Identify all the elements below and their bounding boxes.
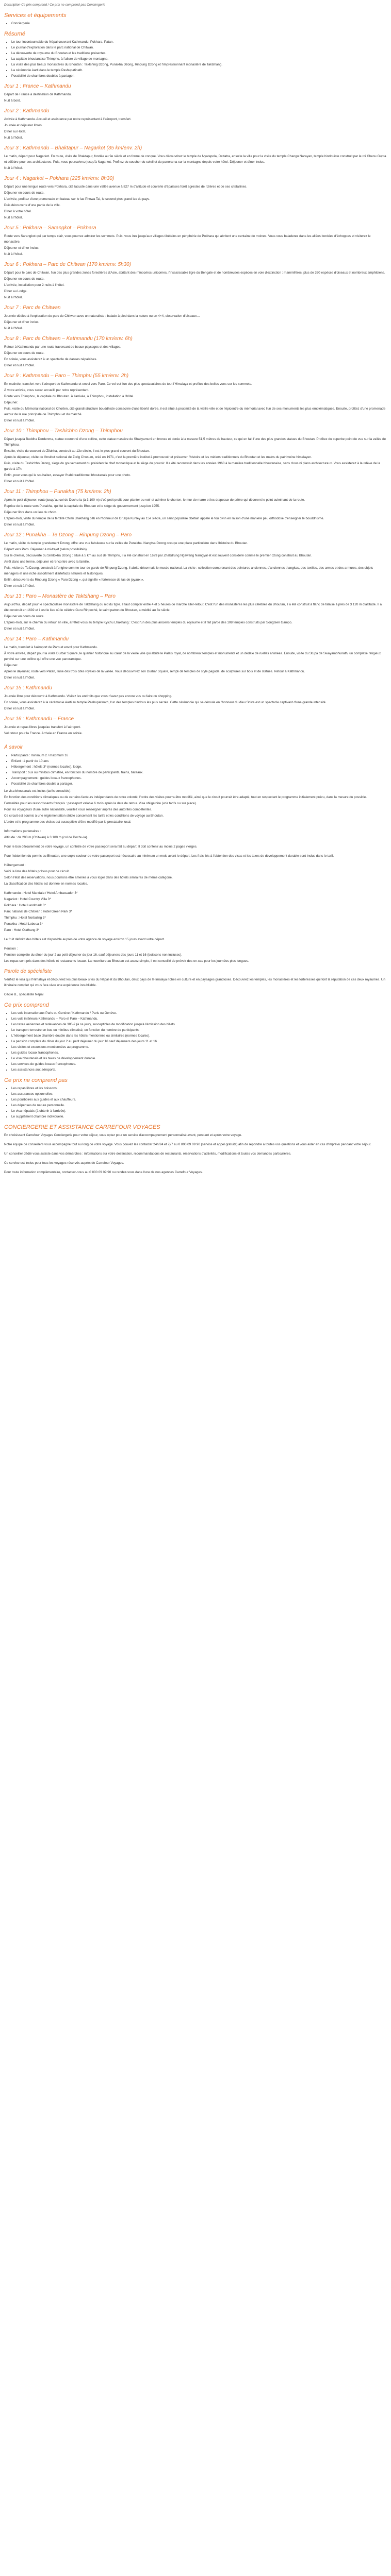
day-title: Jour 10 : Thimphou – Tashichho Dzong – Thimphou (4, 428, 123, 434)
hotel-line: Punakha : Hotel Lobesa 3* (4, 922, 43, 926)
day-text: L'après-midi, sur le chemin du retour en ville, arrêtez-vous au temple Kyichu Lhakhang : C'est l'un des plus anciens temples du royaume et il fait partie des 108 temples construits par Songtsen Gampo. (4, 621, 292, 624)
day-text: Journée et repas libres jusqu'au transfert à l'aéroport. (4, 725, 81, 729)
excludes-list (4, 1086, 387, 1120)
day-text: Départ pour une longue route vers Pokhara, cité lacuste dans une vallée avenue à 827 m d'altitude et couverte d'épaisses forêt agrestes de rizières et de ses cristallines. (4, 185, 248, 189)
savoir-text: Ce circuit est soumis à une réglementation stricte concernant les tarifs et les conditions de voyage au Bhoutan. (4, 814, 164, 818)
day-text: Nuit à l'hôtel. (4, 166, 23, 170)
day-text: Ensuite, visite du couvent de Zilukha, construit au 13e siècle, il est le plus grand couvent du Bhoutan. (4, 449, 150, 453)
day-title: Jour 16 : Kathmandu – France (4, 716, 74, 722)
day-text: Le matin, visite du temple grandement Dzong, offre une vue fabuleuse sur la vallée de Punakha. Nangtsa Dzong occupe une place particulière dans l'histoire du Bhoutan. (4, 541, 248, 545)
day-text: Arrivée à Kathmandu. Accueil et assistance par notre représentant à l'aéroport, transfert. (4, 117, 132, 121)
partenaires-title: Informations partenaires : (4, 829, 41, 833)
list-item: • Le supplément chambre individuelle. (11, 1114, 387, 1120)
day-text: Départ vers Paro. Déjeuner à mi-trajet (selon possibilités). (4, 548, 88, 551)
list-item: • La découverte de royaume du Bhoutan et les traditions présentes. (11, 50, 387, 56)
savoir-title: À savoir (4, 744, 23, 750)
day-text: Dîner et nuit à l'hôtel. (4, 523, 35, 527)
savoir-text: Formalités pour les ressortissants français : passeport valable 6 mois après la date de retour. Visa obligatoire (voir tarifs ou sur place). (4, 802, 197, 805)
day-text: Route vers Thimphou, la capitale du Bhoutan. À l'arrivée, à Thimphou, installation à l'hôtel. (4, 395, 135, 398)
list-item: • Les assistances aux aéroports. (11, 1067, 387, 1073)
day-title: Jour 9 : Kathmandu – Paro – Thimphu (55 km/env. 2h) (4, 373, 129, 379)
resume-list (4, 39, 387, 79)
day-text: Déjeuner en cours de route. (4, 351, 45, 355)
pension-text: Les repas sont pris dans des hôtels et restaurants locaux. La nourriture au Bhoutan est assez simple, il est conseillé de prévoir des en-cas pour les journées plus longues. (4, 959, 249, 963)
day-text: Sur le chemin, découverte du Simtokha Dzong : situé à 5 km au sud de Thimphu, il a été construit en 1629 par Zhabdrung Ngawang Namgyal et est souvent considéré comme le premier dzong construit au Bhoutan. (4, 554, 313, 557)
pension-text: Pension complète du dîner du jour 2 au petit déjeuner du jour 16, sauf déjeuners des jours 11 et 16 (boissons non incluses). (4, 953, 183, 957)
list-item: • Les services de guides locaux francophones. (11, 1061, 387, 1067)
list-item: • Les guides locaux francophones. (11, 1050, 387, 1056)
hotel-line: Pokhara : Hotel Landmark 3* (4, 904, 46, 907)
day-text: Dîner et nuit à l'hôtel. (4, 584, 35, 588)
specialist-text: Vérifiez le visa qui l'Himalaya et découvrez les plus beaux sites du Népal et du Bhoutan, deux pays de l'Himalaya riches en culture et en paysages grandioses. Découvrez les temples, les monastères et les forteresses qui font la réputation de ces deux royaumes. Un itinéraire complet qui vous fera vivre une expérience inoubliable. (4, 978, 385, 987)
day-text: Déjeuner. (4, 401, 18, 404)
day-title: Jour 13 : Paro – Monastère de Taktshang – Paro (4, 594, 116, 599)
day-text: Départ de France à destination de Kathmandu. (4, 93, 72, 96)
partenaires-text: Pour le bon déroulement de votre voyage, un contrôle de votre passeport sera fait au départ. Il doit contenir au moins 2 pages vierges. (4, 845, 198, 849)
list-item: • Le transport terrestre en bus ou minibus climatisé, en fonction du nombre de participants. (11, 1027, 387, 1033)
list-item: • Le journal d'exploration dans le parc national de Chitwan. (11, 45, 387, 50)
day-text: L'après-midi, visite du temple de la fertilité Chimi Lhakhang bâti en l'honneur de Drukpa Kunley au 15e siècle, un saint populaire tibétain appelé le fou divin en raison d'une manière peu orthodoxe d'enseigner le bouddhisme. (4, 517, 324, 520)
list-item: • Enfant : à partir de 10 ans (11, 758, 387, 764)
list-item: • Les assurances optionnelles. (11, 1091, 387, 1097)
list-item: • La capitale bhoutanaise Thimphu, à l'allure de village de montagne. (11, 56, 387, 62)
conciergerie-text: En choisissant Carrefour Voyages Conciergerie pour votre séjour, vous optez pour un service d'accompagnement personnalisé avant, pendant et après votre voyage. (4, 1133, 242, 1137)
day-text: Le matin, transfert à l'aéroport de Paro et envol pour Kathmandu. (4, 646, 98, 649)
day-text: Nuit à l'hôtel. (4, 136, 23, 140)
services-title: Services et équipements (4, 12, 67, 19)
day-title: Jour 7 : Parc de Chitwan (4, 305, 61, 311)
hebergement-text: Le fruit définitif des hôtels est disponible auprès de votre agence de voyage environ 15 jours avant votre départ. (4, 938, 165, 941)
day-text: Dîner au Lodge. (4, 290, 28, 293)
list-item: • Les visites et excursions mentionnées au programme. (11, 1044, 387, 1050)
day-title: Jour 14 : Paro – Kathmandu (4, 636, 69, 642)
day-text: Retour à Kathmandu par une route traversant de beaux paysages et des villages. (4, 345, 121, 349)
savoir-text: L'ordre et le programme des visites est susceptible d'être modifié par le prestataire local. (4, 820, 132, 824)
day-text: Puis, visite du Ta Dzong, construit à l'origine comme tour de garde de Rinpung Dzong, il abrite désormais le musée national. La visite : collection comprenant des peintures anciennes, d'anciennes thangkas, des textiles, des armes et des armures, des objets ménagers et une riche assortiment d'artefacts naturels et historiques. (4, 566, 373, 575)
day-title: Jour 3 : Kathmandu – Bhaktapur – Nagarkot (35 km/env. 2h) (4, 145, 142, 151)
day-text: Départ jusqu'à Buddha Dordenma, statue couronné d'une colline, cette statue massive de Shakyamuni en bronze et dorée à la mesure 51,5 mètres de hauteur, ce qui en fait l'une des plus grandes statues du Bhoutan. Profitez du superbe point de vue sur la vallée de Thimphou. (4, 437, 386, 447)
day-text: Déjeuner libre dans un lieu du choix. (4, 511, 57, 514)
hotel-line: Thimphu : Hotel Norbuling 3* (4, 916, 46, 920)
hebergement-title: Hébergement : (4, 863, 26, 867)
day-text: Puis, visite du Mémorial national de Chorten, cité grandi structure bouddhiste consacrée d'une liberté dorée, il est situé à proximité de la vieille ville et de l'épicentre du mémorial avec l'un de ses monuments les plus emblématiques. Ensuite, profitez d'une promenade autour de la rue principale de Thimphou et du marché. (4, 407, 386, 416)
day-text: Route vers Sarangkot qui par temps clair, vous pourrez admirer les sommets. Puis, vous irez jusqu'aux villages tibétains en périphérie de Pokhara qui abritent une centaine de moines. Vous vous baladerez dans les allées bordées d'échoppes et visiterez le monastère. (4, 234, 371, 244)
list-item: • Participants : minimum 2 / maximum 16 (11, 753, 387, 758)
day-text: Vol retour pour la France. Arrivée en France en soirée. (4, 732, 83, 735)
list-item: • La visite des plus beaux monastères du Bhoutan : Taktshing Dzong, Punakha Dzong, Rinpung Dzong et l'impressionnant monastère de Taktshang. (11, 62, 387, 67)
day-title: Jour 8 : Parc de Chitwan – Kathmandu (170 km/env. 6h) (4, 336, 133, 342)
resume-title: Résumé (4, 31, 25, 37)
day-title: Jour 12 : Punakha – Te Dzong – Rinpung Dzong – Paro (4, 532, 132, 538)
savoir-list (4, 753, 387, 787)
day-text: Nuit à bord. (4, 99, 21, 103)
list-item: • Possibilité de chambres doubles à partager. (11, 73, 387, 79)
day-text: Déjeuner et dîner inclus. (4, 320, 40, 324)
intro-line: Description Ce prix comprend / Ce prix ne comprend pas Conciergerie (4, 3, 105, 7)
list-item: • Les vols internationaux Paris ou Genève / Kathmandu / Paris ou Genève. (11, 1010, 387, 1016)
conciergerie-text: Pour toute information complémentaire, contactez-nous au 0 800 09 09 90 ou rendez-vous dans l'une de nos agences Carrefour Voyages. (4, 1171, 203, 1174)
day-title: Jour 11 : Thimphou – Punakha (75 km/env. 2h) (4, 489, 111, 495)
day-text: En soirée, vous assisterez à un spectacle de danses népalaises. (4, 358, 97, 361)
list-item: • Les dépenses de nature personnelle. (11, 1103, 387, 1108)
list-item: • Hébergement : hôtels 3* (normes locales), lodge. (11, 764, 387, 770)
hebergement-text: Selon l'état des réservations, nous pourrons être amenés à vous loger dans des hôtels similaires de même catégorie. (4, 876, 173, 879)
day-title: Jour 2 : Kathmandu (4, 108, 50, 114)
day-text: Départ pour le parc de Chitwan, l'un des plus grandes zones forestières d'Asie, abritant des rhinocéros unicornes, l'insaisissable tigre du Bengale et de nombreuses espèces en voie d'extinction : mammifères, plus de 350 espèces d'oiseaux et nombreux amphibiens. (4, 271, 385, 275)
day-text: Déjeuner en cours de route. (4, 277, 45, 281)
day-text: L'arrivée, profitez d'une promenade en bateau sur le lac Phewa Tal, le second plus grand lac du pays. (4, 197, 151, 201)
day-title: Jour 1 : France – Kathmandu (4, 83, 71, 89)
conciergerie-text: Un conseiller dédié vous assiste dans vos démarches : informations sur votre destination, recommandations de restaurants, réservations d'activités, modifications et toutes vos demandes particulières. (4, 1152, 291, 1156)
partenaires-text: Pour l'obtention du permis au Bhoutan, une copie couleur de votre passeport est nécessaire au minimum un mois avant le départ. Les frais liés à l'obtention des visas et les taxes de développement durable sont inclus dans le tarif. (4, 854, 334, 858)
savoir-text: En fonction des conditions climatiques ou de certains facteurs indépendants de notre volonté, l'ordre des visites pourra être modifié, ainsi que le circuit pourrait être adapté, tout en respectant le programme initialement prévu, dans la mesure du possible. (4, 795, 367, 799)
day-text: Arrêt dans une ferme, déjeuner et rencontre avec la famille. (4, 560, 90, 564)
day-text: Dîner à votre hôtel. (4, 210, 32, 213)
list-item: • Conciergerie (11, 21, 387, 26)
day-text: Le matin, départ pour Nagarkot. En route, visite de Bhaktapur, fondée au 9e siècle et en forme de conque. Vous découvrirez le temple de Nyatapola, Dattatra, ensuite la ville pour la visite du temple Changu Narayan, temple hindouiste construit par le roi Chenu Gupta et célèbre pour ses architectures. Puis, vous poursuivrez jusqu'à Nagarkot. Profitez du coucher du soleil et du panorama sur la montagne depuis votre hôtel. Déjeuner et dîner inclus. (4, 155, 386, 164)
list-item: • Les vols intérieurs Kathmandu – Paro et Paro – Kathmandu. (11, 1016, 387, 1022)
day-text: Puis, visite du Tashichho Dzong, siège du gouvernement du président le chef monastique et le siège du pouvoir. Il a été reconstruit dans les années 1960 à la manière traditionnelle bhoutanaise, sans clous ni plans architecturaux. Vous assisterez à la relève de la garde à 17h. (4, 462, 381, 471)
day-text: En matinée, transfert vers l'aéroport de Kathmandu et envol vers Paro. Ce vol est l'un des plus spectaculaires de tout l'Himalaya et profitez des belles vues sur les sommets. (4, 382, 252, 386)
hotel-line: Paro : Hotel Olathang 3* (4, 928, 40, 932)
hebergement-text: Voici la liste des hôtels prévus pour ce circuit. (4, 870, 70, 873)
savoir-text: Le visa bhoutanais est inclus (tarifs consultés). (4, 789, 72, 793)
list-item: • La cérémonie Aarti dans le temple Pashupatinath. (11, 67, 387, 73)
day-text: Dîner et nuit à l'hôtel. (4, 480, 35, 483)
list-item: • Possibilité de chambres double à partager. (11, 781, 387, 787)
day-text: Déjeuner en cours de route. (4, 615, 45, 618)
hotel-line: Kathmandu : Hotel Mandala / Hotel Ambassador 3* (4, 891, 78, 895)
day-text: Reprise de la route vers Punakha, qui fut la capitale du Bhoutan et le siège du gouvernement jusqu'en 1955. (4, 504, 160, 508)
day-text: Dîner au Hotel. (4, 130, 26, 133)
hebergement-text: La classification des hôtels est donnée en normes locales. (4, 882, 88, 886)
includes-title: Ce prix comprend (4, 1002, 49, 1008)
day-text: Nuit à l'hôtel. (4, 216, 23, 219)
day-text: Après le petit déjeuner, route jusqu'au col de Dochu-la (à 3 100 m) d'où petit profit pour planter ou voir et admirer le chorten, le mur de marre et les drapeaux de prière qui décorent le point culminant de la route. (4, 498, 305, 502)
list-item: • Le tour incontournable du Népal couvrant Kathmandu, Pokhara, Patan. (11, 39, 387, 45)
partenaires-text: Altitude : de 200 m (Chitwan) à 3 100 m (col de Dochu-la). (4, 836, 88, 839)
day-text: Nuit à l'hôtel. (4, 252, 23, 256)
list-item: • Le visa népalais (à obtenir à l'arrivée). (11, 1108, 387, 1114)
list-item: • Les repas libres et les boissons. (11, 1086, 387, 1091)
day-text: Dîner et nuit à l'hôtel. (4, 627, 35, 631)
day-text: Journée dédiée à l'exploration du parc de Chitwan avec un naturaliste : balade à pied dans la nature ou en 4×4, observation d'oiseaux… (4, 314, 200, 318)
conciergerie-title: CONCIERGERIE ET ASSISTANCE CARREFOUR VOYAGES (4, 1124, 160, 1130)
list-item: • Les taxes aériennes et redevances de 385 € (à ce jour), susceptibles de modification jusqu'à l'émission des billets. (11, 1022, 387, 1027)
day-title: Jour 6 : Pokhara – Parc de Chitwan (170 km/env. 5h30) (4, 262, 132, 267)
day-text: Journée libre pour découvrir à Kathmandu. Visitez les endroits que vous n'avez pas encore vus ou faire du shopping. (4, 694, 172, 698)
day-text: Journée et déjeuner libres. (4, 124, 43, 127)
day-text: Puis découverte d'une partie de la ville. (4, 204, 61, 207)
day-text: Après le déjeuner, route vers Patan, l'une des trois cités royales de la vallée. Vous découvrirez son Durbar Square, rempli de temples de style pagode, de sculptures sur bois et de statues. Retour à Kathmandu. (4, 670, 305, 673)
specialist-signature: Cécile B., spécialiste Népal (4, 993, 44, 996)
excludes-title: Ce prix ne comprend pas (4, 1077, 68, 1083)
day-text: Dîner et nuit à l'hôtel. (4, 707, 35, 710)
day-title: Jour 4 : Nagarkot – Pokhara (225 km/env. 8h30) (4, 176, 115, 181)
day-text: Enfin, pour vous qui le souhaitez, essayer l'habit traditionnel bhoutanais pour une photo. (4, 473, 131, 477)
day-text: Nuit à l'hôtel. (4, 327, 23, 330)
list-item: • Le visa bhoutanais et les taxes de développement durable. (11, 1056, 387, 1061)
hotel-line: Parc national de Chitwan : Hotel Green Park 3* (4, 910, 72, 913)
day-text: À votre arrivée, vous serez accueilli par notre représentant. (4, 388, 89, 392)
hotel-line: Nagarkot : Hotel Country Villa 3* (4, 897, 51, 901)
day-text: Nuit à l'hôtel. (4, 296, 23, 299)
day-text: Aujourd'hui, départ pour le spectaculaire monastère de Taktshang ou nid du tigre. Il faut compter entre 4 et 5 heures de marche aller-retour. C'est l'un des monastères les plus célèbres du Bhoutan, il a été construit à flanc de falaise à près de 3 120 m d'altitude. Il a été construit en 1692 et il est le lieu où le célèbre Guru Rinpoché, le saint patron du Bhoutan, a médité au 8e siècle. (4, 603, 382, 612)
list-item: • Transport : bus ou minibus climatisé, en fonction du nombre de participants, trains, bateaux. (11, 770, 387, 775)
day-text: Dîner et nuit à l'hôtel. (4, 419, 35, 422)
day-text: En soirée, vous assisterez à la cérémonie Aarti au temple Pashupatinath, l'un des temples hindous les plus sacrés. Cette cérémonie qui se déroule en l'honneur du dieu Shiva est un spectacle captivant d'une grande intensité. (4, 701, 327, 704)
list-item: • La pension complète du dîner du jour 2 au petit déjeuner du jour 16 sauf déjeuners des jours 11 et 16. (11, 1039, 387, 1044)
list-item: • Accompagnement : guides locaux francophones. (11, 775, 387, 781)
pension-title: Pension : (4, 947, 18, 951)
day-text: Déjeuner et dîner inclus. (4, 246, 40, 250)
savoir-text: Pour les voyageurs d'une autre nationalité, veuillez vous renseigner auprès des autorités compétentes. (4, 808, 152, 811)
day-title: Jour 15 : Kathmandu (4, 685, 52, 691)
specialist-title: Parole de spécialiste (4, 969, 52, 974)
day-text: Déjeuner en cours de route. (4, 191, 45, 195)
day-text: Déjeuner. (4, 664, 18, 667)
day-text: Dîner et nuit à l'hôtel. (4, 676, 35, 680)
day-text: Enfin, découverte du Rinpung Dzong « Paro Dzong », qui signifie « forteresse de tas de joyaux ». (4, 578, 144, 582)
list-item: • L'hébergement base chambre double dans les hôtels mentionnés ou similaires (normes locales). (11, 1033, 387, 1039)
day-text: À votre arrivée, départ pour la visite Durbar Square, le quartier historique au cœur de la vieille ville qui abrite le Palais royal, de nombreux temples et monuments et un dédale de ruelles animées. Ensuite, visite du Stupa de Swayambhunath, un complexe religieux perché sur une colline qui offre une vue panoramique. (4, 652, 381, 661)
list-item: • Les pourboires aux guides et aux chauffeurs. (11, 1097, 387, 1103)
conciergerie-text: Ce service est inclus pour tous les voyages réservés auprès de Carrefour Voyages. (4, 1161, 124, 1165)
day-title: Jour 5 : Pokhara – Sarangkot – Pokhara (4, 225, 96, 231)
itinerary (4, 83, 387, 736)
services-list (4, 21, 387, 26)
day-text: Dîner et nuit à l'hôtel. (4, 364, 35, 367)
includes-list (4, 1010, 387, 1073)
day-text: L'arrivée, installation pour 2 nuits à l'hôtel. (4, 283, 64, 287)
conciergerie-text: Notre équipe de conseillers vous accompagne tout au long de votre voyage. Vous pouvez les contacter 24h/24 et 7j/7 au 0 800 09 09 90 (service et appel gratuits) afin de répondre à toutes vos questions et vous aider en cas d'imprévu pendant votre séjour. (4, 1143, 371, 1146)
day-text: Après le déjeuner, visite de l'Institut national de Zorig Chusum, créé en 1971, c'est la première institut à promouvoir et préserver l'histoire et les métiers traditionnels du Bhoutan et les mains du patrimoine himalayen. (4, 455, 312, 459)
trip-description-page (0, 0, 391, 1181)
